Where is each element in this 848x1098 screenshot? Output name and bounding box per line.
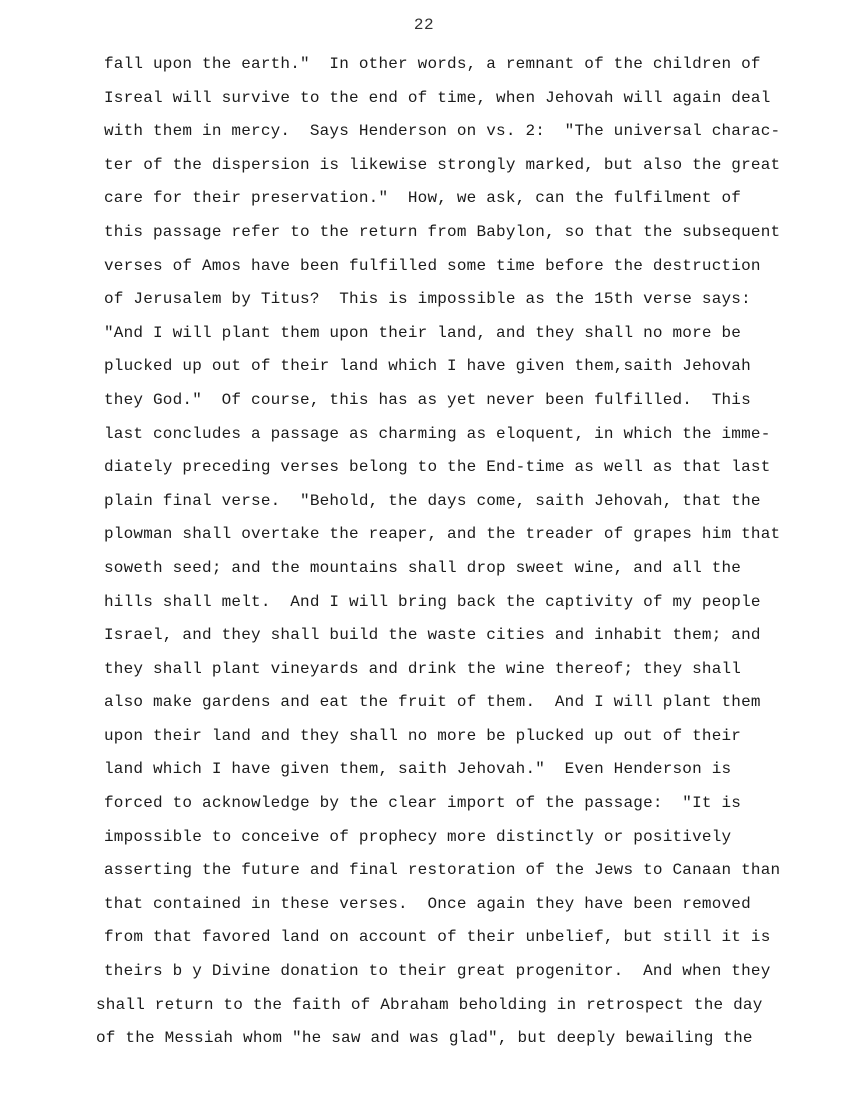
text-line: of the Messiah whom "he saw and was glad", but deeply bewailing the xyxy=(96,1029,753,1048)
text-line: also make gardens and eat the fruit of them. And I will plant them xyxy=(104,693,761,712)
text-line: theirs b y Divine donation to their great progenitor. And when they xyxy=(104,962,771,981)
text-line: they shall plant vineyards and drink the wine thereof; they shall xyxy=(104,659,742,678)
body-text xyxy=(96,48,834,1056)
text-line: ter of the dispersion is likewise strongly marked, but also the great xyxy=(104,155,781,174)
text-line: verses of Amos have been fulfilled some time before the destruction xyxy=(104,256,761,275)
text-line: asserting the future and final restoration of the Jews to Canaan than xyxy=(104,861,781,880)
text-line: fall upon the earth." In other words, a remnant of the children of xyxy=(104,55,761,73)
text-line: they God." Of course, this has as yet never been fulfilled. This xyxy=(104,390,751,409)
text-line: shall return to the faith of Abraham beholding in retrospect the day xyxy=(96,995,763,1014)
text-line: diately preceding verses belong to the End-time as well as that last xyxy=(104,458,771,477)
page-number: 22 xyxy=(413,16,435,34)
text-line: care for their preservation." How, we ask, can the fulfilment of xyxy=(104,189,742,208)
text-line: with them in mercy. Says Henderson on vs. 2: "The universal charac- xyxy=(104,122,781,141)
text-line: plain final verse. "Behold, the days come, saith Jehovah, that the xyxy=(104,491,761,510)
text-line: plowman shall overtake the reaper, and the treader of grapes him that xyxy=(104,525,781,544)
text-line: forced to acknowledge by the clear import of the passage: "It is xyxy=(104,794,742,813)
text-line: of Jerusalem by Titus? This is impossible as the 15th verse says: xyxy=(104,290,751,309)
text-line: upon their land and they shall no more be plucked up out of their xyxy=(104,726,742,745)
text-line: Israel, and they shall build the waste cities and inhabit them; and xyxy=(104,626,761,645)
text-line: soweth seed; and the mountains shall drop sweet wine, and all the xyxy=(104,558,742,577)
text-line: Isreal will survive to the end of time, when Jehovah will again deal xyxy=(104,88,771,107)
text-line: this passage refer to the return from Babylon, so that the subsequent xyxy=(104,222,781,241)
text-line: land which I have given them, saith Jehovah." Even Henderson is xyxy=(104,760,732,779)
text-line: plucked up out of their land which I have given them,saith Jehovah xyxy=(104,357,751,376)
text-line: last concludes a passage as charming as eloquent, in which the imme- xyxy=(104,424,771,443)
text-line: "And I will plant them upon their land, and they shall no more be xyxy=(104,323,742,342)
text-line: hills shall melt. And I will bring back the captivity of my people xyxy=(104,592,761,611)
text-line: impossible to conceive of prophecy more distinctly or positively xyxy=(104,827,732,846)
text-line: from that favored land on account of their unbelief, but still it is xyxy=(104,928,771,947)
text-line: that contained in these verses. Once again they have been removed xyxy=(104,894,751,913)
